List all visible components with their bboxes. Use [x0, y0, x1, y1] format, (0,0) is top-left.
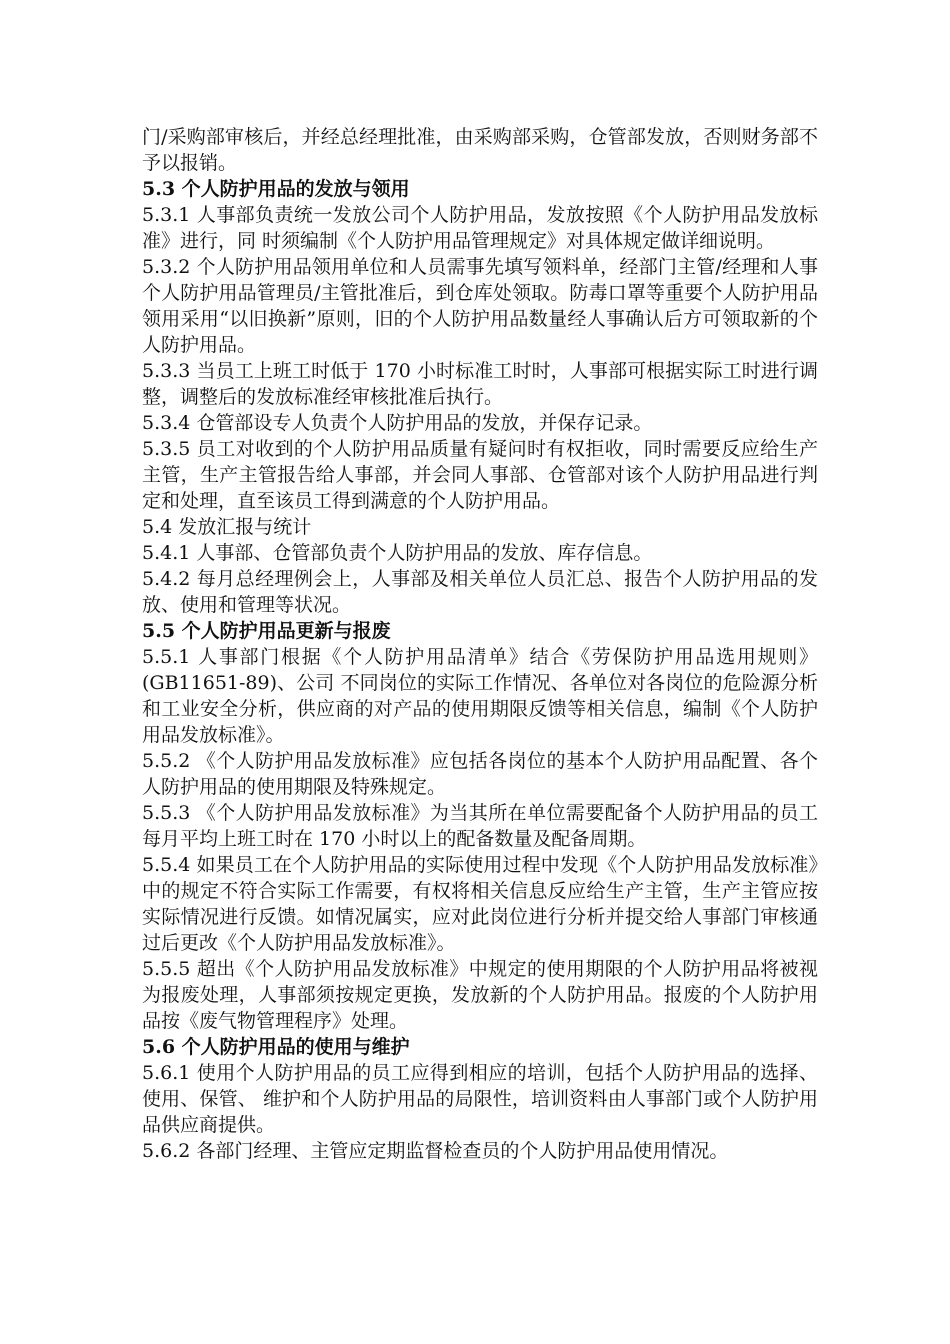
- paragraph-5-5-5: 5.5.5 超出《个人防护用品发放标准》中规定的使用期限的个人防护用品将被视为报废处理，人事部须按规定更换，发放新的个人防护用品。报废的个人防护用品按《废气物管理程序》处理。: [142, 958, 818, 1032]
- paragraph-5-3-2: 5.3.2 个人防护用品领用单位和人员需事先填写领料单，经部门主管/经理和人事个人防护用品管理员/主管批准后，到仓库处领取。防毒口罩等重要个人防护用品领用采用“以旧换新”原则，旧的个人防护用品数量经人事确认后方可领取新的个人防护用品。: [142, 256, 818, 356]
- paragraph-5-5-4: 5.5.4 如果员工在个人防护用品的实际使用过程中发现《个人防护用品发放标准》中的规定不符合实际工作需要，有权将相关信息反应给生产主管，生产主管应按实际情况进行反馈。如情况属实，应对此岗位进行分析并提交给人事部门审核通过后更改《个人防护用品发放标准》。: [142, 854, 818, 954]
- paragraph-5-6-2: 5.6.2 各部门经理、主管应定期监督检查员的个人防护用品使用情况。: [142, 1140, 729, 1162]
- section-heading-5-5: 5.5 个人防护用品更新与报废: [142, 620, 391, 642]
- paragraph-5-4-1: 5.4.1 人事部、仓管部负责个人防护用品的发放、库存信息。: [142, 542, 653, 564]
- section-heading-5-6: 5.6 个人防护用品的使用与维护: [142, 1036, 410, 1058]
- paragraph-5-3-1: 5.3.1 人事部负责统一发放公司个人防护用品，发放按照《个人防护用品发放标准》进行，同 时须编制《个人防护用品管理规定》对具体规定做详细说明。: [142, 204, 818, 252]
- paragraph-5-5-3: 5.5.3 《个人防护用品发放标准》为当其所在单位需要配备个人防护用品的员工每月平均上班工时在 170 小时以上的配备数量及配备周期。: [142, 802, 818, 850]
- paragraph-5-3-4: 5.3.4 仓管部设专人负责个人防护用品的发放，并保存记录。: [142, 412, 653, 434]
- section-heading-5-4: 5.4 发放汇报与统计: [142, 516, 312, 538]
- paragraph-5-5-1: 5.5.1 人事部门根据《个人防护用品清单》结合《劳保防护用品选用规则》(GB11651-89)、公司 不同岗位的实际工作情况、各单位对各岗位的危险源分析和工业安全分析，供应商的对产品的使用期限反馈等相关信息，编制《个人防护用品发放标准》。: [142, 646, 818, 746]
- paragraph-5-3-3: 5.3.3 当员工上班工时低于 170 小时标准工时时，人事部可根据实际工时进行调整，调整后的发放标准经审核批准后执行。: [142, 360, 818, 408]
- paragraph-5-6-1: 5.6.1 使用个人防护用品的员工应得到相应的培训，包括个人防护用品的选择、使用、保管、 维护和个人防护用品的局限性，培训资料由人事部门或个人防护用品供应商提供。: [142, 1062, 818, 1136]
- document-page: [142, 124, 818, 1164]
- section-heading-5-3: 5.3 个人防护用品的发放与领用: [142, 178, 410, 200]
- paragraph-5-3-5: 5.3.5 员工对收到的个人防护用品质量有疑问时有权拒收，同时需要反应给生产主管，生产主管报告给人事部，并会同人事部、仓管部对该个人防护用品进行判定和处理，直至该员工得到满意的个人防护用品。: [142, 438, 818, 512]
- paragraph-5-4-2: 5.4.2 每月总经理例会上，人事部及相关单位人员汇总、报告个人防护用品的发放、使用和管理等状况。: [142, 568, 818, 616]
- paragraph-5-5-2: 5.5.2 《个人防护用品发放标准》应包括各岗位的基本个人防护用品配置、各个人防护用品的使用期限及特殊规定。: [142, 750, 818, 798]
- paragraph-approval-continuation: 门/采购部审核后，并经总经理批准，由采购部采购，仓管部发放，否则财务部不予以报销。: [142, 126, 818, 174]
